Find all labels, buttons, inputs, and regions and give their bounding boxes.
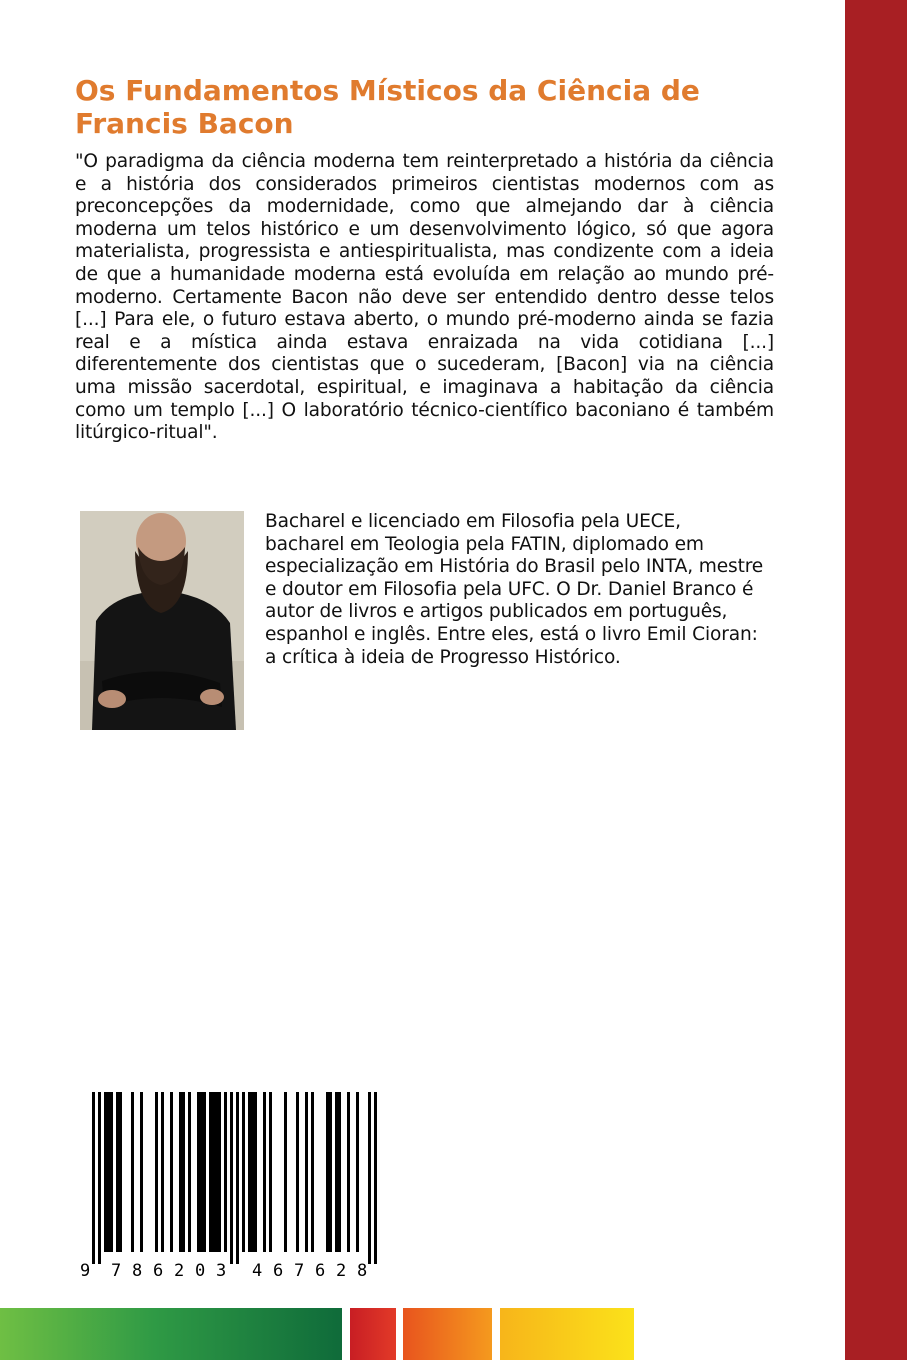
barcode-bar — [182, 1092, 185, 1252]
barcode-digit: 9 — [80, 1261, 91, 1280]
barcode-bar — [263, 1092, 266, 1252]
author-photo — [80, 511, 244, 730]
barcode-digit: 8 — [357, 1261, 368, 1280]
barcode-bar — [203, 1092, 206, 1252]
barcode-bar — [119, 1092, 122, 1252]
barcode-bar — [179, 1092, 182, 1252]
barcode-graphic — [78, 1090, 390, 1280]
barcode-bar — [155, 1092, 158, 1252]
barcode-bar — [218, 1092, 221, 1252]
bottom-stripe-green — [0, 1308, 342, 1360]
barcode-bar — [161, 1092, 164, 1252]
barcode-bar — [251, 1092, 254, 1252]
author-bio: Bacharel e licenciado em Filosofia pela UECE, bacharel em Teologia pela FATIN, diplomado em especialização em História do Brasil pelo INTA, mestre e doutor em Filosofia pela UFC. O Dr. Daniel Branco é autor de livros e artigos publicados em português, espanhol e inglês. Entre eles, está o livro Emil Cioran: a crítica à ideia de Progresso Histórico. — [265, 511, 764, 668]
bottom-stripe-yellow — [500, 1308, 634, 1360]
barcode-bar — [140, 1092, 143, 1252]
barcode-bar — [311, 1092, 314, 1252]
barcode-digit: 0 — [195, 1261, 206, 1280]
barcode-bar — [209, 1092, 212, 1252]
barcode-bar — [230, 1092, 233, 1264]
barcode-digit: 7 — [111, 1261, 122, 1280]
barcode-bar — [296, 1092, 299, 1252]
book-blurb: "O paradigma da ciência moderna tem reinterpretado a história da ciência e a história dos considerados primeiros cientistas modernos com as preconcepções da modernidade, como que almejando dar à ciência moderna um telos histórico e um desenvolvimento lógico, só que agora materialista, progressista e antiespiritualista, mas condizente com a ideia de que a humanidade moderna está evoluída em relação ao mundo pré-moderno. Certamente Bacon não deve ser entendido dentro desse telos [...] Para ele, o futuro estava aberto, o mundo pré-moderno ainda se fazia real e a mística ainda estava enraizada na vida cotidiana [...] diferentemente dos cientistas que o sucederam, [Bacon] via na ciência uma missão sacerdotal, espiritual, e imaginava a habitação da ciência como um templo [...] O laboratório técnico-científico baconiano é também litúrgico-ritual". — [75, 151, 774, 444]
barcode-bar — [368, 1092, 371, 1264]
barcode-bar — [200, 1092, 203, 1252]
barcode-bar — [116, 1092, 119, 1252]
barcode-digit: 4 — [252, 1261, 263, 1280]
barcode-bar — [347, 1092, 350, 1252]
barcode-bar — [284, 1092, 287, 1252]
barcode-bar — [98, 1092, 101, 1264]
barcode-digit: 8 — [132, 1261, 143, 1280]
barcode-bar — [224, 1092, 227, 1252]
barcode-digit: 7 — [294, 1261, 305, 1280]
barcode-bar — [110, 1092, 113, 1252]
barcode-digit: 6 — [153, 1261, 164, 1280]
barcode-bar — [197, 1092, 200, 1252]
barcode-bar — [335, 1092, 338, 1252]
barcode-bar — [248, 1092, 251, 1252]
barcode-digit: 6 — [315, 1261, 326, 1280]
barcode-bar — [254, 1092, 257, 1252]
barcode-bar — [374, 1092, 377, 1264]
barcode-bar — [215, 1092, 218, 1252]
barcode-bar — [131, 1092, 134, 1252]
bottom-stripe-red — [350, 1308, 396, 1360]
barcode-bar — [329, 1092, 332, 1252]
barcode-bar — [338, 1092, 341, 1252]
side-color-band — [845, 0, 907, 1360]
barcode-digit: 2 — [174, 1261, 185, 1280]
barcode-bar — [242, 1092, 245, 1252]
barcode-digit: 2 — [336, 1261, 347, 1280]
barcode-bar — [326, 1092, 329, 1252]
book-title: Os Fundamentos Místicos da Ciência de Francis Bacon — [75, 74, 700, 140]
barcode-digit: 6 — [273, 1261, 284, 1280]
barcode-bar — [107, 1092, 110, 1252]
barcode-bar — [104, 1092, 107, 1252]
barcode-bar — [236, 1092, 239, 1264]
barcode-bar — [212, 1092, 215, 1252]
barcode-bar — [356, 1092, 359, 1252]
barcode-bar — [92, 1092, 95, 1264]
bottom-stripe-orange — [403, 1308, 492, 1360]
isbn-barcode — [78, 1090, 390, 1280]
barcode-bar — [269, 1092, 272, 1252]
barcode-digit: 3 — [216, 1261, 227, 1280]
barcode-bar — [188, 1092, 191, 1252]
barcode-bar — [170, 1092, 173, 1252]
barcode-bar — [305, 1092, 308, 1252]
